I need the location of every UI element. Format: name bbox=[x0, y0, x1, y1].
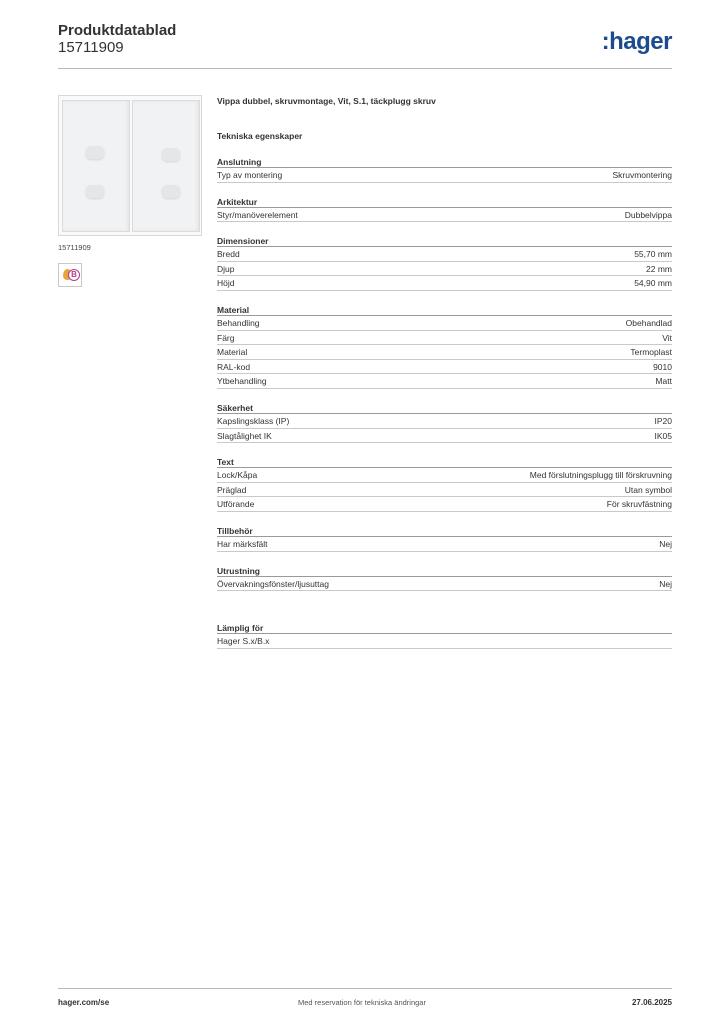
spec-row bbox=[217, 414, 672, 429]
image-caption: 15711909 bbox=[58, 243, 91, 252]
cover-plug bbox=[162, 148, 180, 161]
bio-badge-icon bbox=[58, 263, 82, 287]
spec-row bbox=[217, 345, 672, 360]
spec-label: Övervakningsfönster/ljusuttag bbox=[217, 578, 329, 589]
spec-row bbox=[217, 483, 672, 498]
spec-row bbox=[217, 168, 672, 183]
footer-disclaimer: Med reservation för tekniska ändringar bbox=[298, 998, 426, 1007]
spec-value: Utan symbol bbox=[624, 484, 672, 495]
spec-value: IP20 bbox=[654, 415, 672, 426]
spec-value: Obehandlad bbox=[625, 317, 672, 328]
spec-value: 55,70 mm bbox=[634, 249, 672, 260]
spec-value: Vit bbox=[662, 332, 672, 343]
spec-row bbox=[217, 537, 672, 552]
spec-label: Behandling bbox=[217, 317, 260, 328]
spec-section bbox=[217, 403, 672, 443]
spec-label: Kapslingsklass (IP) bbox=[217, 415, 290, 426]
spec-value: Dubbelvippa bbox=[624, 209, 672, 220]
spec-row bbox=[217, 316, 672, 331]
spec-row bbox=[217, 208, 672, 223]
product-name: Vippa dubbel, skruvmontage, Vit, S.1, täckplugg skruv bbox=[217, 96, 436, 106]
spec-sections bbox=[217, 157, 672, 591]
section-title: Säkerhet bbox=[217, 403, 672, 414]
spec-row bbox=[217, 276, 672, 291]
section-title: Anslutning bbox=[217, 157, 672, 168]
section-title: Text bbox=[217, 457, 672, 468]
section-title: Arkitektur bbox=[217, 197, 672, 208]
product-number: 15711909 bbox=[58, 39, 124, 56]
spec-row bbox=[217, 262, 672, 277]
suitable-item bbox=[217, 634, 672, 649]
spec-label: Slagtålighet IK bbox=[217, 430, 272, 441]
spec-row bbox=[217, 577, 672, 592]
spec-row bbox=[217, 360, 672, 375]
spec-value: 22 mm bbox=[646, 263, 672, 274]
spec-section bbox=[217, 157, 672, 183]
specifications bbox=[217, 96, 672, 591]
spec-section bbox=[217, 305, 672, 389]
spec-value: Skruvmontering bbox=[612, 170, 672, 180]
footer-divider bbox=[58, 988, 672, 989]
section-title: Utrustning bbox=[217, 566, 672, 577]
spec-value: Med förslutningsplugg till förskruvning bbox=[529, 470, 672, 481]
document-title: Produktdatablad bbox=[58, 22, 177, 39]
spec-section bbox=[217, 457, 672, 512]
spec-value: 54,90 mm bbox=[634, 278, 672, 289]
spec-label: Bredd bbox=[217, 249, 240, 260]
spec-label: RAL-kod bbox=[217, 361, 251, 372]
section-title: Lämplig för bbox=[217, 623, 672, 634]
spec-row bbox=[217, 468, 672, 483]
rocker-plate-left bbox=[62, 100, 130, 232]
spec-row bbox=[217, 374, 672, 389]
cover-plug bbox=[86, 146, 104, 159]
spec-value: 9010 bbox=[653, 361, 672, 372]
footer-date: 27.06.2025 bbox=[631, 998, 672, 1007]
properties-heading: Tekniska egenskaper bbox=[217, 131, 303, 141]
section-title: Dimensioner bbox=[217, 236, 672, 247]
rocker-plate-right bbox=[132, 100, 200, 232]
spec-label: Djup bbox=[217, 263, 235, 274]
header-divider bbox=[58, 68, 672, 69]
footer-website: hager.com/se bbox=[58, 998, 110, 1007]
section-title: Tillbehör bbox=[217, 526, 672, 537]
document-header bbox=[58, 22, 176, 56]
spec-section bbox=[217, 197, 672, 223]
hager-logo: :hager bbox=[601, 28, 672, 55]
spec-label: Styr/manöverelement bbox=[217, 209, 298, 220]
cover-plug bbox=[86, 185, 104, 198]
spec-value: Nej bbox=[659, 538, 672, 549]
spec-value: För skruvfästning bbox=[606, 499, 672, 510]
product-image bbox=[58, 95, 202, 236]
spec-label: Utförande bbox=[217, 499, 255, 510]
spec-label: Färg bbox=[217, 332, 235, 343]
spec-value: Termoplast bbox=[630, 347, 672, 358]
spec-label: Präglad bbox=[217, 484, 247, 495]
spec-row bbox=[217, 247, 672, 262]
spec-label: Ytbehandling bbox=[217, 376, 267, 387]
spec-value: Nej bbox=[659, 578, 672, 589]
suitable-item-label: Hager S.x/B.x bbox=[217, 636, 270, 646]
spec-row bbox=[217, 429, 672, 444]
spec-section bbox=[217, 236, 672, 291]
spec-label: Har märksfält bbox=[217, 538, 268, 549]
spec-label: Höjd bbox=[217, 278, 235, 289]
suitable-for-section bbox=[217, 623, 672, 649]
spec-row bbox=[217, 331, 672, 346]
spec-section bbox=[217, 526, 672, 552]
spec-label: Material bbox=[217, 347, 248, 358]
spec-section bbox=[217, 566, 672, 592]
section-title: Material bbox=[217, 305, 672, 316]
spec-label: Typ av montering bbox=[217, 170, 283, 180]
spec-row bbox=[217, 497, 672, 512]
cover-plug bbox=[162, 185, 180, 198]
badge-letter: B bbox=[68, 269, 80, 281]
spec-value: Matt bbox=[655, 376, 672, 387]
spec-value: IK05 bbox=[654, 430, 672, 441]
spec-label: Lock/Kåpa bbox=[217, 470, 258, 481]
